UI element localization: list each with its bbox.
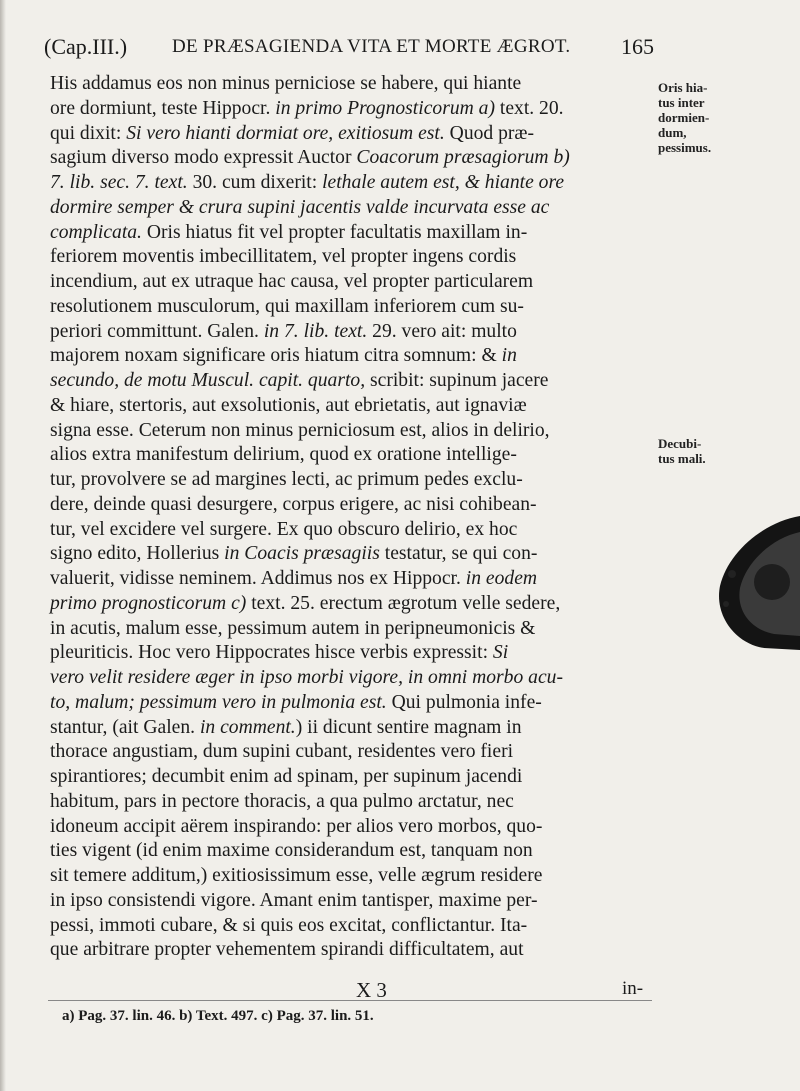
italic-span: in 7. lib. text.	[263, 320, 368, 342]
margin-note-line: Oris hia-	[658, 80, 708, 95]
page-edge	[0, 0, 6, 1091]
text-span: in acutis, malum esse, pessimum autem in peripneumonicis &	[50, 617, 536, 639]
text-line	[50, 221, 652, 246]
margin-note-oris-hiatus	[658, 80, 738, 155]
running-title: DE PRÆSAGIENDA VITA ET MORTE ÆGROT.	[172, 36, 571, 57]
italic-span: in primo Prognosticorum a)	[275, 97, 495, 119]
running-header	[44, 34, 654, 66]
italic-span: primo prognosticorum c)	[50, 592, 247, 614]
text-span: Oris hiatus fit vel propter facultatis maxillam in-	[141, 221, 528, 243]
text-line	[50, 468, 652, 493]
text-span: 30. cum dixerit:	[187, 172, 323, 193]
italic-span: complicata.	[50, 221, 142, 243]
text-span: pleuriticis. Hoc vero Hippocrates hisce verbis expressit:	[50, 642, 493, 664]
text-line	[50, 815, 652, 840]
text-line	[50, 567, 652, 592]
text-span: dere, deinde quasi desurgere, corpus erigere, ac nisi cohibean-	[50, 493, 537, 515]
text-span: stantur, (ait Galen.	[50, 716, 200, 738]
text-span: in ipso consistendi vigore. Amant enim tantisper, maxime per-	[50, 889, 538, 911]
margin-note-line: dum,	[658, 125, 687, 140]
text-line	[50, 493, 652, 518]
text-line	[50, 617, 652, 642]
text-line	[50, 666, 652, 691]
text-line	[50, 394, 652, 419]
text-span: tur, provolvere se ad margines lecti, ac primum pedes exclu-	[50, 469, 523, 490]
text-line	[50, 938, 652, 963]
footnotes: a) Pag. 37. lin. 46. b) Text. 497. c) Pag. 37. lin. 51.	[62, 1008, 374, 1024]
text-span: Qui pulmonia infe-	[386, 691, 542, 713]
text-span: scribit: supinum jacere	[365, 370, 549, 391]
text-line	[50, 864, 652, 889]
margin-note-line: dormien-	[658, 110, 710, 125]
text-line	[50, 320, 652, 345]
text-line	[50, 72, 652, 97]
text-span: 29. vero ait: multo	[367, 320, 517, 342]
italic-span: Si	[492, 642, 509, 664]
text-span: pessi, immoti cubare, & si quis eos excitat, conflictantur. Ita-	[50, 914, 528, 936]
text-span: thorace angustiam, dum supini cubant, residentes vero fieri	[50, 741, 514, 763]
italic-span: 7. lib. sec. 7. text.	[50, 172, 188, 193]
italic-span: in Coacis præsagiis	[224, 543, 380, 565]
italic-span: dormire semper & crura supini jacentis valde incurvata esse ac	[50, 196, 550, 218]
text-span: ties vigent (id enim maxime considerandum est, tanquam non	[50, 840, 533, 862]
text-span: habitum, pars in pectore thoracis, a qua pulmo arctatur, nec	[50, 790, 514, 812]
text-line	[50, 97, 652, 122]
italic-span: in eodem	[465, 568, 538, 589]
text-line	[50, 518, 652, 543]
margin-note-line: Decubi-	[658, 436, 702, 451]
italic-span: in comment.	[199, 716, 296, 738]
text-span: majorem noxam significare oris hiatum citra somnum: &	[50, 345, 502, 367]
text-span: que arbitrare propter vehementem spirandi difficultatem, aut	[50, 939, 524, 961]
text-span: resolutionem musculorum, qui maxillam inferiorem cum su-	[50, 295, 524, 317]
text-span: incendium, aut ex utraque hac causa, vel propter particularem	[50, 271, 534, 292]
italic-span: secundo, de motu Muscul. capit. quarto,	[50, 370, 366, 391]
text-line	[50, 245, 652, 270]
footnote-rule	[48, 1000, 652, 1001]
text-line	[50, 369, 652, 394]
text-line	[50, 691, 652, 716]
catchword: in-	[622, 978, 644, 999]
text-span: signo edito, Hollerius	[50, 543, 225, 565]
text-span: signa esse. Ceterum non minus perniciosum est, alios in delirio,	[50, 419, 550, 441]
text-line	[50, 196, 652, 221]
text-line	[50, 270, 652, 295]
text-span: tur, vel excidere vel surgere. Ex quo obscuro delirio, ex hoc	[50, 518, 518, 540]
italic-span: Si vero hianti dormiat ore, exitiosum est.	[126, 122, 445, 144]
italic-span: vero velit residere æger in ipso morbi vigore, in omni morbo acu-	[50, 667, 563, 688]
text-span: text. 20.	[494, 97, 564, 119]
text-line	[50, 419, 652, 444]
italic-span: in	[501, 345, 517, 367]
text-line	[50, 889, 652, 914]
text-line	[50, 839, 652, 864]
text-line	[50, 765, 652, 790]
text-span: sagium diverso modo expressit Auctor	[50, 147, 357, 169]
text-line	[50, 146, 652, 171]
text-span: ) ii dicunt sentire magnam in	[295, 716, 522, 738]
text-line	[50, 344, 652, 369]
margin-note-line: tus inter	[658, 95, 705, 110]
text-span: spirantiores; decumbit enim ad spinam, per supinum jacendi	[50, 766, 523, 787]
text-span: ore dormiunt, teste Hippocr.	[50, 97, 276, 119]
text-line	[50, 716, 652, 741]
text-span: Quod præ-	[444, 122, 535, 144]
text-span: idoneum accipit aërem inspirando: per alios vero morbos, quo-	[50, 815, 543, 837]
text-line	[50, 914, 652, 939]
text-span: text. 25. erectum ægrotum velle sedere,	[246, 592, 561, 614]
text-span: periori committunt. Galen.	[50, 320, 264, 342]
text-line	[50, 295, 652, 320]
margin-note-line: pessimus.	[658, 140, 712, 155]
chapter-label: (Cap.III.)	[44, 34, 128, 59]
text-line	[50, 171, 652, 196]
text-span: qui dixit:	[50, 122, 127, 144]
italic-span: to, malum; pessimum vero in pulmonia est.	[50, 691, 387, 713]
text-line	[50, 122, 652, 147]
text-line	[50, 740, 652, 765]
text-span: His addamus eos non minus perniciose se habere, qui hiante	[50, 73, 522, 94]
text-line	[50, 443, 652, 468]
page-number: 165	[621, 34, 654, 59]
italic-span: Coacorum præsagiorum b)	[356, 147, 570, 169]
library-stamp-icon	[712, 512, 800, 652]
text-span: feriorem moventis imbecillitatem, vel propter ingens cordis	[50, 246, 517, 268]
margin-note-decubitus	[658, 436, 738, 466]
italic-span: lethale autem est, & hiante ore	[322, 172, 565, 193]
text-span: alios extra manifestum delirium, quod ex oratione intellige-	[50, 444, 517, 466]
text-span: testatur, se qui con-	[379, 543, 538, 565]
signature-mark: X 3	[356, 978, 387, 1002]
text-span: valuerit, vidisse neminem. Addimus nos ex Hippocr.	[50, 568, 466, 589]
text-line	[50, 641, 652, 666]
text-span: sit temere additum,) exitiosissimum esse, velle ægrum residere	[50, 865, 543, 886]
text-span: & hiare, stertoris, aut exsolutionis, aut ebrietatis, aut ignaviæ	[50, 394, 527, 416]
text-line	[50, 542, 652, 567]
main-text	[50, 72, 652, 963]
margin-note-line: tus mali.	[658, 451, 706, 466]
text-line	[50, 592, 652, 617]
text-line	[50, 790, 652, 815]
